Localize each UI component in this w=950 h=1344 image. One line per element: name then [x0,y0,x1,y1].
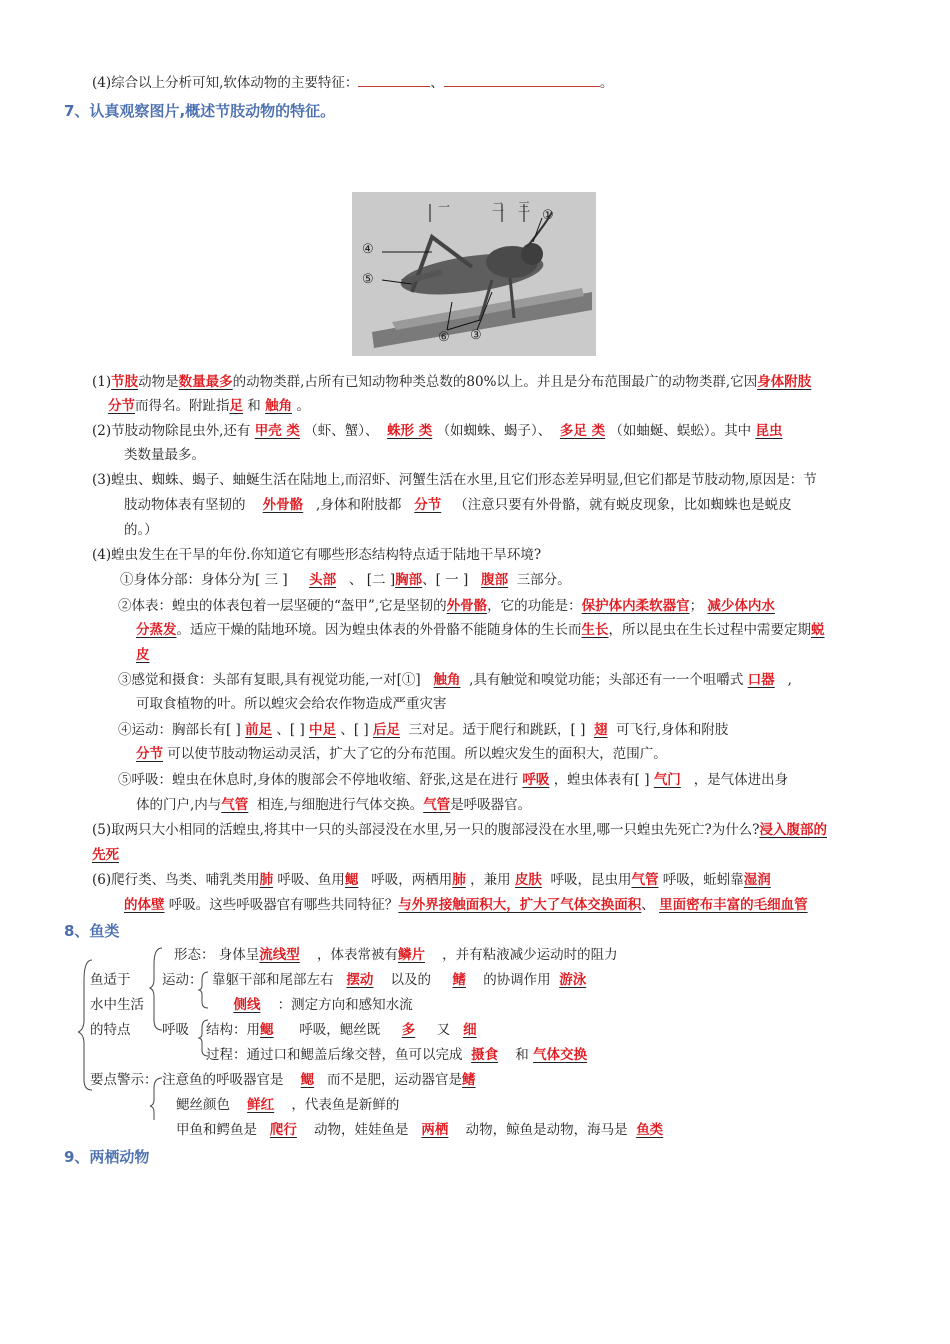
q4-s3-line1 [118,670,792,690]
question-text: 而得名。附趾指 [135,398,230,414]
question-text: ②体表：蝗虫的体表包着一层坚硬的“盔甲”,它是坚韧的 [118,598,447,614]
question-text: 是呼吸器官。 [450,797,532,813]
question-text: 相连,与细胞进行气体交换。 [256,797,424,813]
answer-text: 多 [401,1022,416,1038]
answer-text: 翅 [593,722,608,738]
q5-line1 [92,820,827,840]
question-text: ，体表常被有 [316,947,398,963]
question-text: 、 [二 ] [348,572,396,588]
q3-line2 [124,495,792,515]
answer-text: 触角 [433,672,461,688]
question-text: ①身体分部：身体分为[ 三 ] [120,572,288,588]
answer-text: 后足 [372,722,400,738]
question-text: 可飞行,身体和附肢 [616,722,729,738]
answer-text: 气门 [653,772,681,788]
answer-text: 身体附肢 [757,374,812,390]
answer-text: 气体交换 [533,1047,588,1063]
answer-text: 肺 [452,872,466,888]
q4-title: (4)蝗虫发生在干旱的年份.你知道它有哪些形态结构特点适于陆地干旱环境? [92,547,542,563]
answer-text: 皮肤 [514,872,542,888]
question-text: (5)取两只大小相同的活蝗虫,将其中一只的头部浸没在水里,另一只的腹部浸没在水里,哪一只蝗虫先死亡?为什么? [92,822,760,838]
question-text: 甲鱼和鳄鱼是 [176,1122,257,1138]
question-text: （如蜘蛛、蝎子）、 [436,423,552,439]
answer-text: 分节 [414,497,442,513]
question-text: 而不是肥，运动器官是 [327,1072,463,1088]
answer-text: 里面密布丰富的毛细血管 [659,897,808,913]
question-text: ：测定方向和感知水流 [277,997,413,1013]
fish-tip-2 [176,1095,399,1115]
question-text: (1) [92,374,112,390]
question-text: 又 [436,1022,451,1038]
question-text: 三部分。 [516,572,571,588]
q3-line3: 的。） [124,522,158,538]
answer-text: 游泳 [559,972,587,988]
question-text: 呼吸，两栖用 [371,872,453,888]
q5-line2 [92,845,119,865]
answer-text: 皮 [136,647,150,663]
fish-left-1: 鱼适于 [90,972,131,988]
q6-4-line [92,72,613,93]
answer-text: 气管 [631,872,659,888]
question-text: 呼吸、鱼用 [277,872,345,888]
question-text: ⑤呼吸：蝗虫在休息时,身体的腹部会不停地收缩、舒张,这是在进行 [118,772,519,788]
q4-s2-line1 [118,596,775,616]
question-text: 可以使节肢动物运动灵活，扩大了它的分布范围。所以蝗灾发生的面积大，范围广。 [167,746,667,762]
answer-text: 的体壁 [124,897,165,913]
question-text: 的动物类群,占所有已知动物种类总数的80%以上。并且是分布范围最广的动物类群,它因 [232,374,758,390]
question-text: 鳃丝颜色 [176,1097,230,1113]
answer-text: 鳍 [452,972,467,988]
question-text: 。适应干燥的陆地环境。因为蝗虫体表的外骨骼不能随身体的生长而 [176,622,582,638]
answer-text: 浸入腹部的 [759,822,827,838]
answer-text: 分节 [136,746,163,762]
question-text: ； [689,598,704,614]
question-text: 以及的 [390,972,432,988]
answer-text: 中足 [309,722,337,738]
figure-label-1: ① [542,208,554,223]
question-text: 过程：通过口和鳃盖后缘交替，鱼可以完成 [206,1047,463,1063]
answer-text: 前足 [245,722,273,738]
question-text: ，并有粘液减少运动时的阻力 [442,947,618,963]
fish-left-2: 水中生活 [90,997,144,1013]
question-text: 呼吸，鳃丝既 [299,1022,381,1038]
answer-text: 保护体内柔软器官 [581,598,690,614]
answer-text: 呼吸 [522,772,550,788]
answer-text: 触角 [265,398,293,414]
question-text: ，它的功能是： [487,598,582,614]
answer-text: 与外界接触面积大，扩大了气体交换面积 [398,897,642,913]
q4-s5-line2 [136,795,531,815]
question-text: ，所以昆虫在生长过程中需要定期 [608,622,811,638]
answer-text: 气管 [221,797,249,813]
answer-text: 鳃 [260,1022,274,1038]
question-text: 呼吸，昆虫用 [550,872,632,888]
figure-label-6: ⑥ [438,330,450,345]
q4-s4-line2 [136,744,667,764]
answer-text: 细 [463,1022,477,1038]
answer-blank[interactable] [358,72,430,87]
answer-text: 湿润 [743,872,771,888]
section-9-title: 9、两栖动物 [64,1148,150,1166]
answer-text: 摄食 [471,1047,499,1063]
answer-text: 胸部 [395,572,423,588]
figure-label-3: ③ [470,328,482,343]
question-text: 形态： 身体呈 [174,947,260,963]
answer-text: 分节 [108,398,135,414]
q6-line2 [124,895,808,915]
question-text: (2)节肢动物除昆虫外,还有 [92,423,251,439]
question-text: 。 [296,398,310,414]
answer-text: 生长 [581,622,609,638]
question-text: 的协调作用 [483,972,551,988]
answer-text: 鱼类 [636,1122,664,1138]
answer-text: 鳍 [462,1072,476,1088]
answer-blank[interactable] [444,72,600,87]
answer-text: 鳞片 [397,947,425,963]
question-text: 、[ 一 ] [422,572,469,588]
question-text: 肢动物体表有坚韧的 [124,497,246,513]
answer-text: 节肢 [111,374,139,390]
q4-s1 [120,570,571,590]
answer-text: 腹部 [481,572,509,588]
figure-label-5: ⑤ [362,272,374,287]
question-text: 动物，娃娃鱼是 [314,1122,409,1138]
q2-line2: 类数量最多。 [124,447,205,463]
answer-text: 头部 [309,572,337,588]
question-text: (6)爬行类、鸟类、哺乳类用 [92,872,260,888]
question-text: (4)综合以上分析可知,软体动物的主要特征： [92,75,359,91]
answer-text: 外骨骼 [446,598,488,614]
question-text: 。 [599,75,614,91]
answer-text: 甲壳 类 [254,423,300,439]
q4-s5-line1 [118,770,788,790]
question-text: 靠躯干部和尾部左右 [212,972,334,988]
question-text: 和 [515,1047,529,1063]
fish-tip-1 [162,1070,476,1090]
answer-text: 爬行 [269,1122,297,1138]
answer-text: 肺 [259,872,274,888]
question-text: ,身体和附肢都 [316,497,402,513]
question-text: （虾、蟹）、 [304,423,379,439]
q3-line1: (3)蝗虫、蜘蛛、蝎子、蚰蜒生活在陆地上,而沼虾、河蟹生活在水里,且它们形态差异明显,但它们都是节肢动物,原因是：节 [92,472,817,488]
q2-line1 [92,421,782,441]
answer-text: 昆虫 [755,423,783,439]
answer-text: 鳃 [344,872,359,888]
question-text: 注意鱼的呼吸器官是 [162,1072,284,1088]
section-8-title: 8、鱼类 [64,922,120,940]
q1-line1 [92,372,811,392]
figure-label-one: 一 [438,200,451,214]
answer-text: 气管 [423,797,451,813]
answer-text: 足 [229,398,243,414]
question-text: 动物，鲸鱼是动物，海马是 [465,1122,628,1138]
answer-text: 两栖 [421,1122,449,1138]
answer-text: 摆动 [346,972,374,988]
fish-move-2 [212,995,413,1015]
answer-text: 分蒸发 [136,622,177,638]
question-text: （如蚰蜒、蜈蚣）。其中 [609,423,752,439]
question-text: 三对足。适于爬行和跳跃，[ ] [408,722,586,738]
question-text: （注意只要有外骨骼，就有蜕皮现象，比如蜘蛛也是蜕皮 [454,497,792,513]
answer-text: 蛛形 类 [387,423,433,439]
question-text: , [787,672,792,688]
fish-tip-3 [176,1120,663,1140]
q4-s3-line2: 可取食植物的叶。所以蝗灾会给农作物造成严重灾害 [136,696,447,712]
question-text: ④运动：胸部长有[ ] [118,722,241,738]
question-text: 动物是 [138,374,179,390]
grasshopper-figure [352,192,596,356]
q4-s2-line2 [136,620,825,640]
answer-text: 数量最多 [178,374,233,390]
answer-text: 先死 [92,847,119,863]
fish-form [174,945,618,965]
answer-text: 口器 [747,672,775,688]
question-text: 呼吸，蚯蚓靠 [662,872,744,888]
q1-line2 [108,396,310,416]
figure-label-two: 二 [492,200,505,214]
answer-text: 流线型 [259,947,300,963]
answer-text: 蜕 [811,622,825,638]
answer-text: 多足 类 [559,423,606,439]
figure-label-4: ④ [362,242,374,257]
q4-s4-line1 [118,720,728,740]
question-text: 体的门户,内与 [136,797,222,813]
answer-text: 侧线 [233,997,261,1013]
fish-move-label: 运动： [162,972,203,988]
figure-label-three: 三 [518,200,531,214]
answer-text: 鳃 [300,1072,315,1088]
question-text: 和 [247,398,261,414]
question-text: 、[ ] [340,722,369,738]
question-text: ,具有触觉和嗅觉功能；头部还有一一个咀嚼式 [469,672,744,688]
answer-text: 外骨骼 [262,497,304,513]
question-text: 、 [641,897,655,913]
question-text: 、 [430,75,444,91]
fish-left-3: 的特点 [90,1022,131,1038]
question-text: ③感觉和摄食：头部有复眼,具有视觉功能,一对[①] [118,672,421,688]
question-text: ，蝗虫体表有[ ] [553,772,650,788]
fish-move-1 [212,970,586,990]
question-text: ，兼用 [470,872,511,888]
q4-s2-line3 [136,645,150,665]
question-text: 呼吸。这些呼吸器官有哪些共同特征？ [168,897,399,913]
fish-struct [206,1020,477,1040]
question-text: ，代表鱼是新鲜的 [291,1097,400,1113]
section-7-title: 7、认真观察图片,概述节肢动物的特征。 [64,102,336,120]
question-text: ，是气体进出身 [693,772,789,788]
fish-tips-label: 要点警示： [90,1072,158,1088]
question-text: 、[ ] [276,722,305,738]
answer-text: 鲜红 [247,1097,275,1113]
answer-text: 减少体内水 [707,598,775,614]
q6-line1 [92,870,771,890]
fish-process [206,1045,587,1065]
question-text: 结构：用 [206,1022,260,1038]
fish-breath-label: 呼吸 [162,1022,189,1038]
